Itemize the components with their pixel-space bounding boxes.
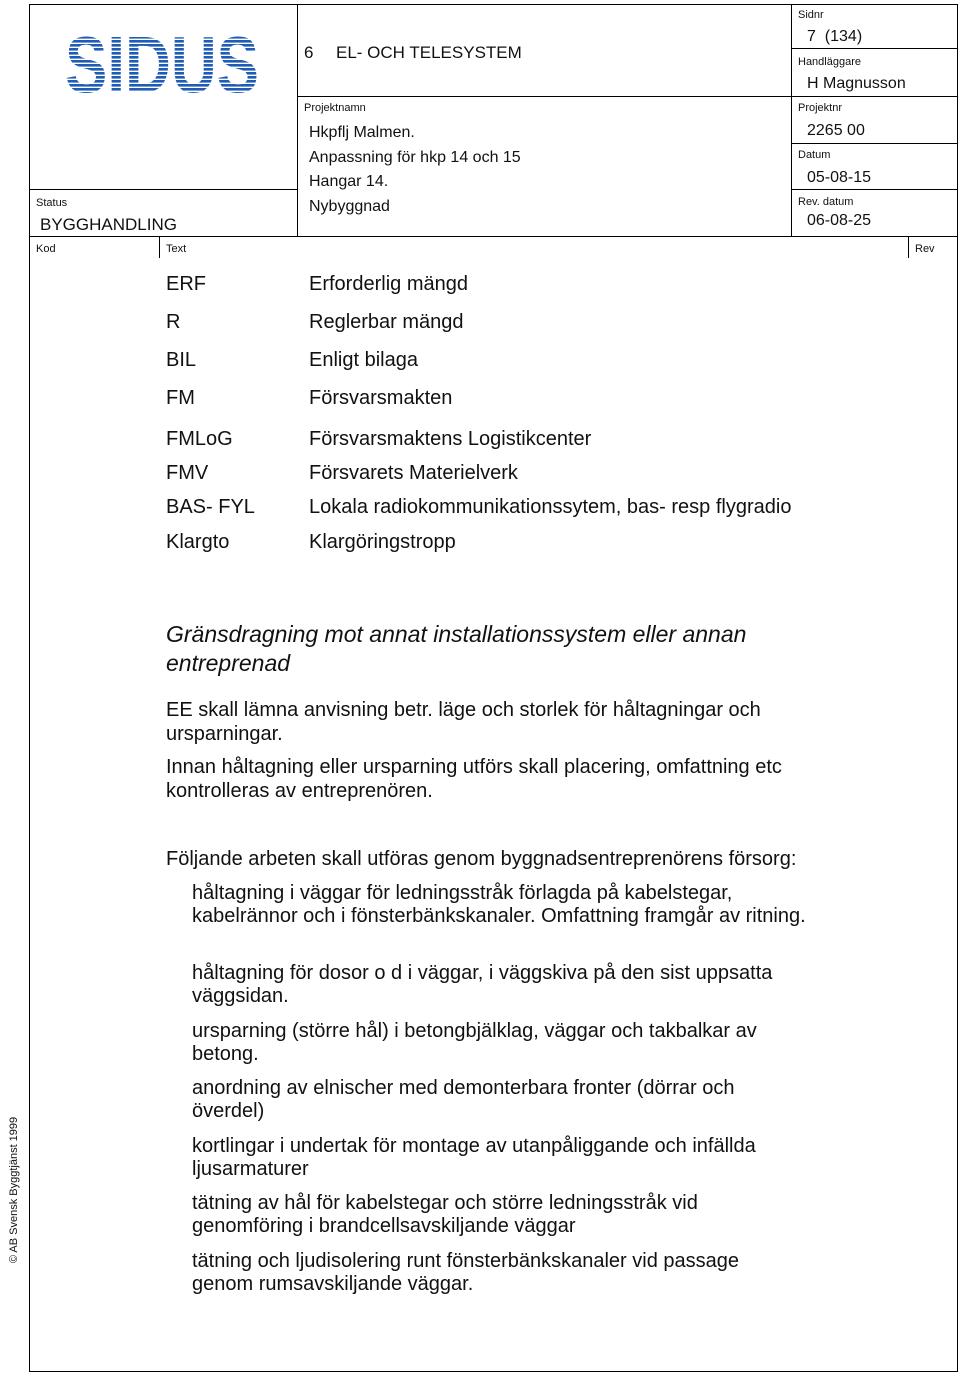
revdatum-label: Rev. datum <box>798 196 854 208</box>
paragraph-kontroll: Innan håltagning eller ursparning utförs skall placering, omfattning etc kontrolleras av entreprenören. <box>166 756 782 802</box>
header-divider-sidnr <box>791 48 958 49</box>
abbr-code: R <box>166 311 181 333</box>
abbr-code: FMLoG <box>166 428 233 450</box>
paragraph-anvisning: EE skall lämna anvisning betr. läge och storlek för håltagningar och ursparningar. <box>166 699 761 745</box>
column-divider-kod <box>159 236 160 258</box>
header-divider-handlaggare <box>791 96 958 97</box>
handlaggare-value: H Magnusson <box>807 75 906 92</box>
projektnamn-line-2: Anpassning för hkp 14 och 15 <box>309 149 521 166</box>
sidnr-label: Sidnr <box>798 9 824 21</box>
abbr-text: Klargöringstropp <box>309 531 456 553</box>
abbr-text: Försvarets Materielverk <box>309 462 518 484</box>
section-title: Gränsdragning mot annat installationssystem eller annan entreprenad <box>166 621 747 676</box>
list-item: håltagning för dosor o d i väggar, i väggskiva på den sist uppsatta väggsidan. <box>192 962 773 1007</box>
abbr-text: Erforderlig mängd <box>309 273 468 295</box>
datum-value: 05-08-15 <box>807 169 872 186</box>
datum-label: Datum <box>798 149 831 161</box>
list-intro: Följande arbeten skall utföras genom byggnadsentreprenörens försorg: <box>166 848 797 870</box>
projektnr-label: Projektnr <box>798 102 843 114</box>
header-divider-datum <box>791 189 958 190</box>
sidus-logo <box>64 28 260 98</box>
logo-text: SIDUS <box>65 28 259 98</box>
abbr-text: Lokala radiokommunikationssytem, bas- resp flygradio <box>309 496 792 518</box>
copyright-notice: © AB Svensk Byggtjänst 1999 <box>8 1116 20 1264</box>
status-value: BYGGHANDLING <box>40 215 177 234</box>
header-bottom-line <box>29 236 958 237</box>
projektnamn-line-1: Hkpflj Malmen. <box>309 124 415 141</box>
column-header-rev: Rev <box>915 243 935 255</box>
list-item: tätning av hål för kabelstegar och större ledningsstråk vid genomföring i brandcellsavskiljande väggar <box>192 1192 698 1237</box>
header-vdivider-1 <box>297 4 298 236</box>
projektnamn-line-4: Nybyggnad <box>309 198 390 215</box>
column-header-text: Text <box>166 243 187 255</box>
header-divider-status <box>29 189 297 190</box>
revdatum-value: 06-08-25 <box>807 212 872 229</box>
header-divider-projektnr <box>791 143 958 144</box>
sidnr-value: 7 (134) <box>807 28 863 45</box>
list-item: ursparning (större hål) i betongbjälklag, väggar och takbalkar av betong. <box>192 1020 757 1065</box>
list-item: kortlingar i undertak för montage av utanpåliggande och infällda ljusarmaturer <box>192 1135 756 1180</box>
abbr-text: Reglerbar mängd <box>309 311 464 333</box>
handlaggare-label: Handläggare <box>798 56 861 68</box>
status-label: Status <box>36 197 68 209</box>
abbr-code: FMV <box>166 462 209 484</box>
abbr-code: Klargto <box>166 531 230 553</box>
list-item: tätning och ljudisolering runt fönsterbänkskanaler vid passage genom rumsavskiljande väggar. <box>192 1250 740 1295</box>
abbr-text: Försvarsmaktens Logistikcenter <box>309 428 592 450</box>
column-divider-rev <box>908 236 909 258</box>
projektnamn-line-3: Hangar 14. <box>309 173 389 190</box>
column-header-kod: Kod <box>36 243 56 255</box>
projektnr-value: 2265 00 <box>807 122 865 139</box>
abbr-code: FM <box>166 387 195 409</box>
header-divider-chapter <box>297 96 791 97</box>
projektnamn-label: Projektnamn <box>304 102 366 114</box>
list-item: håltagning i väggar för ledningsstråk förlagda på kabelstegar, kabelrännor och i fönsterbänkskanaler. Omfattning framgår av ritning. <box>192 882 806 927</box>
header-vdivider-2 <box>791 4 792 236</box>
chapter-number: 6 <box>304 43 314 62</box>
chapter-title: EL- OCH TELESYSTEM <box>336 43 522 62</box>
list-item: anordning av elnischer med demonterbara fronter (dörrar och överdel) <box>192 1077 735 1122</box>
abbr-code: BAS- FYL <box>166 496 255 518</box>
abbr-code: BIL <box>166 349 197 371</box>
abbr-text: Enligt bilaga <box>309 349 418 371</box>
abbr-code: ERF <box>166 273 206 295</box>
abbr-text: Försvarsmakten <box>309 387 453 409</box>
